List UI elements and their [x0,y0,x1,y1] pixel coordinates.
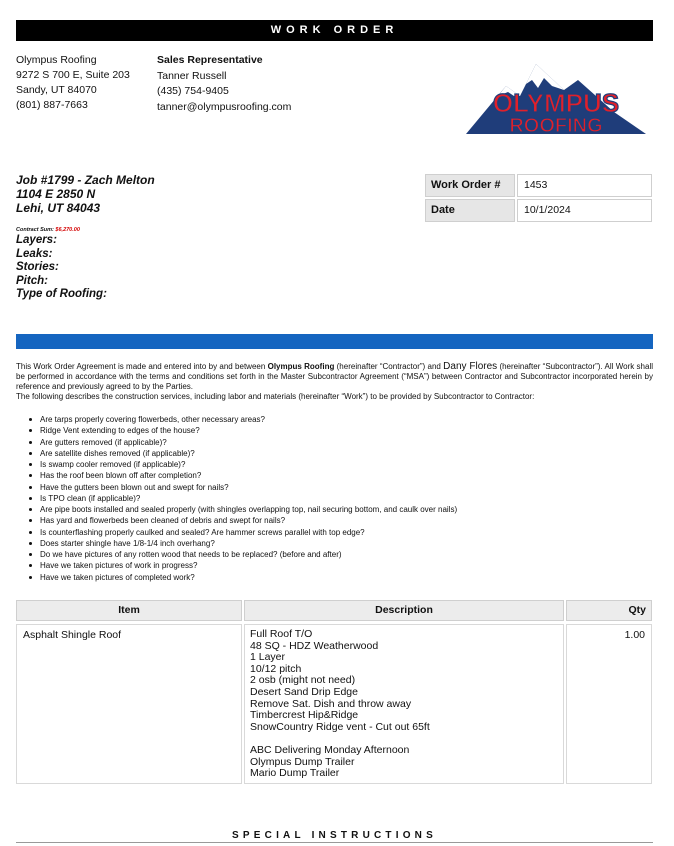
job-title: Job #1799 - Zach Melton [16,173,155,187]
company-address-line2: Sandy, UT 84070 [16,84,97,96]
agreement-part2: (hereinafter “Contractor”) and [334,362,444,371]
company-info [16,53,130,113]
description-line: Remove Sat. Dish and throw away [250,697,412,710]
description-line: Timbercrest Hip&Ridge [250,709,359,722]
description-line: Mario Dump Trailer [250,767,340,780]
description-line: Full Roof T/O [250,628,313,640]
item-qty: 1.00 [624,629,645,641]
pitch-label: Pitch: [16,274,48,287]
checklist-item: Have we taken pictures of work in progress? [24,560,644,571]
special-instructions-divider [16,842,653,843]
agreement-text [16,362,653,402]
sales-rep-phone: (435) 754-9405 [157,85,229,97]
description-line: 48 SQ - HDZ Weatherwood [250,639,379,652]
logo-text-line2: ROOFING [509,115,603,136]
agreement-part4: The following describes the construction services, including labor and materials (hereinafter “Work”) to be provided by Subcontractor to Contractor: [16,392,535,401]
work-order-date-label: Date [425,199,515,222]
work-order-number-label: Work Order # [425,174,515,197]
company-phone: (801) 887-7663 [16,99,88,111]
description-line: Desert Sand Drip Edge [250,685,358,698]
work-order-date: 10/1/2024 [517,199,652,222]
items-header-description: Description [244,600,564,621]
work-order-number-row [425,174,652,197]
description-cell [244,624,564,784]
checklist-item: Do we have pictures of any rotten wood that needs to be replaced? (before and after) [24,549,644,560]
page-title: WORK ORDER [16,20,653,41]
layers-label: Layers: [16,234,57,246]
sales-rep-email[interactable]: tanner@olympusroofing.com [157,100,292,113]
job-city: Lehi, UT 84043 [16,201,101,215]
items-header-qty: Qty [566,600,652,621]
checklist-item: Has the roof been blown off after completion? [24,470,644,481]
checklist-item: Have the gutters been blown out and swept for nails? [24,482,644,493]
stories-label: Stories: [16,261,59,273]
agreement-contractor: Olympus Roofing [267,362,335,371]
sales-rep-name: Tanner Russell [157,69,227,82]
company-logo [464,60,648,136]
leaks-label: Leaks: [16,247,53,260]
description-line: 10/12 pitch [250,662,302,675]
checklist-item: Does starter shingle have 1/8-1/4 inch overhang? [24,538,644,549]
roof-attributes [16,234,107,302]
checklist-item: Ridge Vent extending to edges of the house? [24,425,644,436]
sales-rep-heading: Sales Representative [157,54,263,66]
item-cell [16,624,242,784]
job-street: 1104 E 2850 N [16,187,96,201]
checklist-item: Are satellite dishes removed (if applicable)? [24,448,644,459]
agreement-part3: (hereinafter “Subcontractor”). All Work shall be performed in accordance with the terms and conditions set forth in the Master Subcontractor Agreement (“MSA”) between Contractor and Subcontractor incorporated herein by reference and previously agreed to by the Parties. [16,362,653,391]
contract-sum-label: Contract Sum: [16,227,54,233]
work-order-table [425,174,652,224]
checklist-item: Has yard and flowerbeds been cleaned of debris and swept for nails? [24,515,644,526]
section-divider-bar [16,334,653,349]
description-line: Olympus Dump Trailer [250,755,355,768]
item-name: Asphalt Shingle Roof [23,629,122,641]
items-header-item: Item [16,600,242,621]
contract-sum [16,227,80,233]
description-line: 1 Layer [250,651,286,664]
work-order-date-row [425,199,652,222]
agreement-part1: This Work Order Agreement is made and entered into by and between [16,362,268,371]
work-order-number: 1453 [517,174,652,197]
checklist-item: Are tarps properly covering flowerbeds, other necessary areas? [24,414,644,425]
checklist-item: Have we taken pictures of completed work? [24,572,644,583]
agreement-subcontractor: Dany Flores [443,361,498,372]
checklist-item: Are gutters removed (if applicable)? [24,437,644,448]
checklist-item: Is counterflashing properly caulked and sealed? Are hammer screws parallel with top edge? [24,527,644,538]
special-instructions-heading: SPECIAL INSTRUCTIONS [232,830,437,841]
roofing-type-label: Type of Roofing: [16,288,107,300]
contract-sum-amount: $6,270.00 [55,227,80,233]
description-line: SnowCountry Ridge vent - Cut out 65ft [250,720,430,733]
sales-rep-info [157,53,291,115]
inspection-checklist [24,414,644,583]
description-lines [245,625,563,780]
checklist-item: Are pipe boots installed and sealed properly (with shingles overlapping top, nail securing bottom, and caulk over nails) [24,504,644,515]
job-info [16,173,155,215]
logo-text-line1: OLYMPUS [492,88,620,118]
checklist-item: Is swamp cooler removed (if applicable)? [24,459,644,470]
description-line: ABC Delivering Monday Afternoon [250,743,410,756]
company-name: Olympus Roofing [16,54,97,66]
company-address-line1: 9272 S 700 E, Suite 203 [16,69,130,81]
qty-cell [566,624,652,784]
description-line: 2 osb (might not need) [250,674,356,687]
checklist-item: Is TPO clean (if applicable)? [24,493,644,504]
